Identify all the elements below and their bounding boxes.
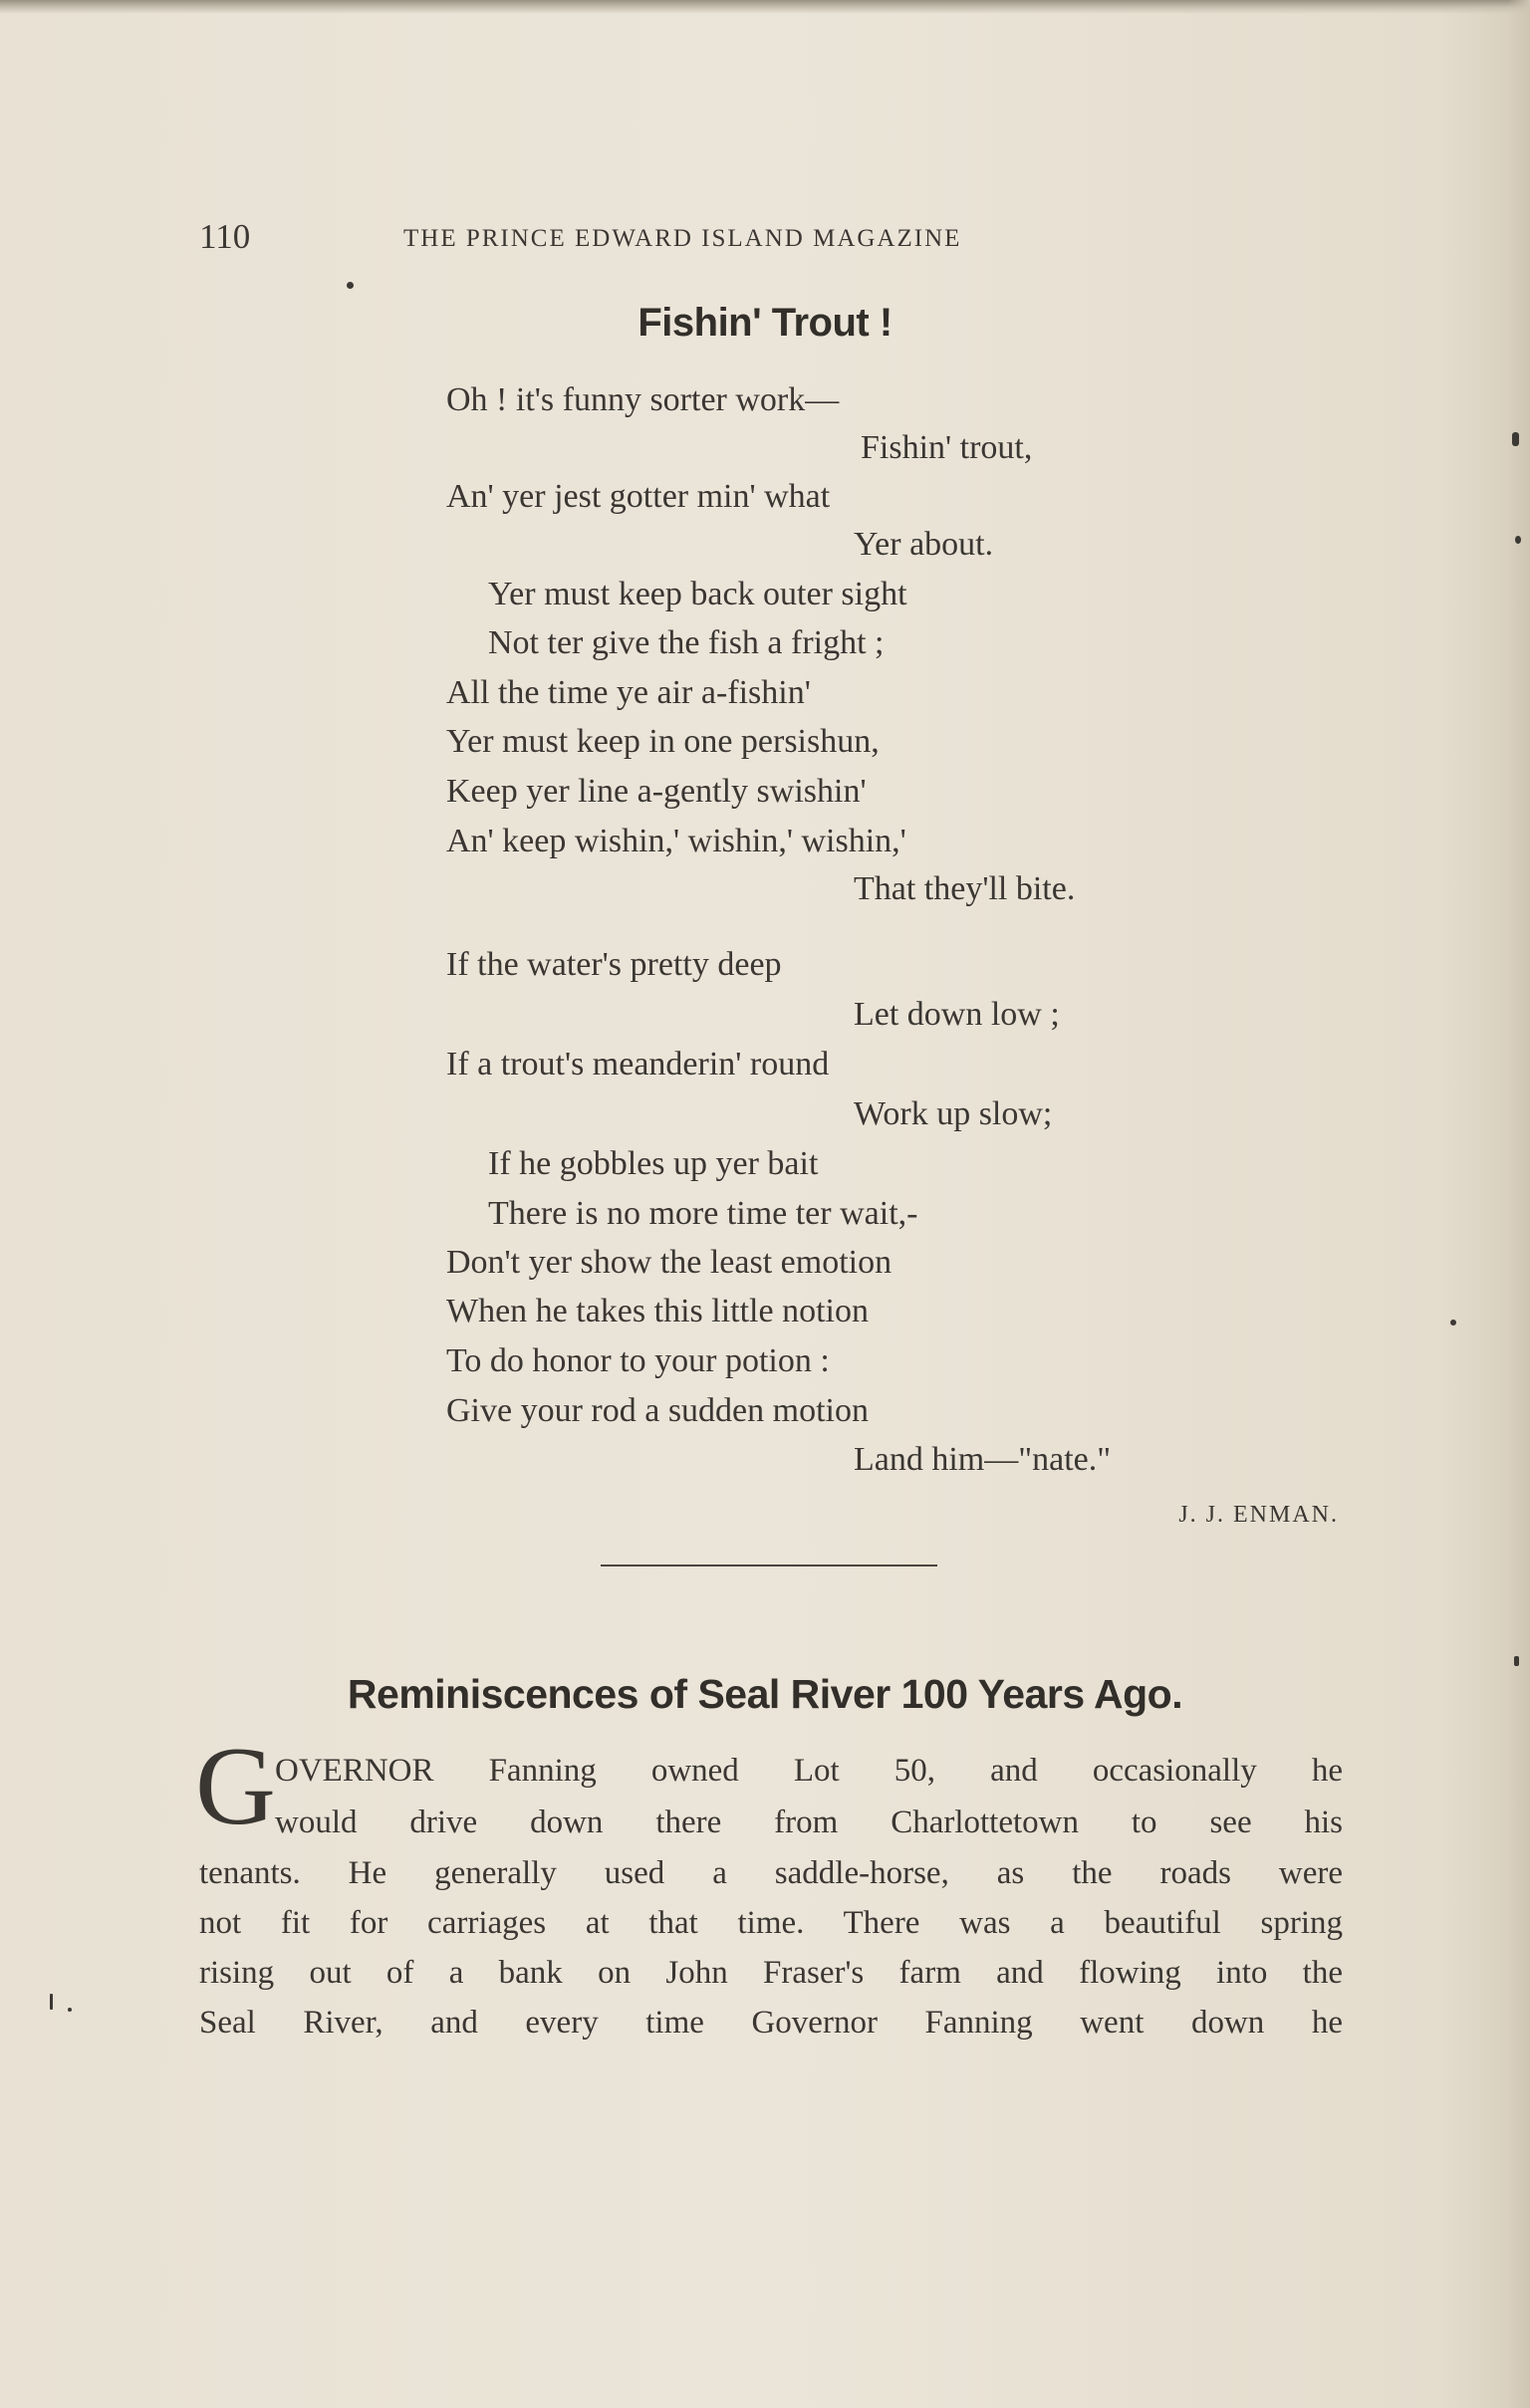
poem-line: To do honor to your potion : — [446, 1342, 830, 1379]
page-top-edge — [0, 0, 1530, 14]
poem-line: Yer must keep back outer sight — [488, 576, 907, 612]
poem-line: When he takes this little notion — [446, 1293, 869, 1329]
poem-line: All the time ye air a-fishin' — [446, 674, 811, 711]
poem-line: Fishin' trout, — [861, 429, 1033, 466]
poem-line: If a trout's meanderin' round — [446, 1046, 830, 1083]
article-line: Seal River, and every time Governor Fanning went down he — [199, 2005, 1343, 2041]
poem-line: Yer must keep in one persishun, — [446, 723, 880, 760]
ink-speck — [347, 282, 354, 289]
poem-line: Work up slow; — [854, 1095, 1053, 1132]
ink-speck — [1512, 432, 1519, 446]
poem-line: Yer about. — [854, 526, 994, 563]
drop-cap: G — [195, 1725, 276, 1848]
journal-title: THE PRINCE EDWARD ISLAND MAGAZINE — [403, 225, 962, 252]
article-line: tenants. He generally used a saddle-horse, as the roads were — [199, 1855, 1343, 1891]
poem-line: If the water's pretty deep — [446, 946, 782, 983]
ink-speck — [1514, 1656, 1519, 1666]
ink-speck — [68, 2008, 72, 2012]
ink-speck — [50, 1994, 53, 2010]
poem-author: J. J. ENMAN. — [1178, 1502, 1339, 1528]
article-line: not fit for carriages at that time. There was a beautiful spring — [199, 1905, 1343, 1941]
ink-speck — [1450, 1320, 1456, 1325]
article-title: Reminiscences of Seal River 100 Years Ago. — [347, 1671, 1183, 1717]
poem-line: If he gobbles up yer bait — [488, 1145, 819, 1182]
article-line: OVERNOR Fanning owned Lot 50, and occasionally he — [275, 1753, 1343, 1789]
article-line: rising out of a bank on John Fraser's farm and flowing into the — [199, 1955, 1343, 1991]
page-number: 110 — [199, 217, 251, 256]
poem-line: Oh ! it's funny sorter work— — [446, 381, 840, 418]
poem-line: Give your rod a sudden motion — [446, 1392, 869, 1429]
article-line: would drive down there from Charlottetown to see his — [275, 1805, 1343, 1840]
poem-line: An' yer jest gotter min' what — [446, 478, 831, 515]
running-head — [199, 217, 1175, 257]
page-gutter-shadow — [1508, 0, 1530, 2408]
poem-line: Keep yer line a-gently swishin' — [446, 773, 867, 810]
poem-line: Not ter give the fish a fright ; — [488, 624, 885, 661]
poem-title: Fishin' Trout ! — [638, 301, 892, 345]
ink-speck — [1515, 536, 1521, 544]
poem-line: Don't yer show the least emotion — [446, 1244, 892, 1281]
poem-line: There is no more time ter wait,- — [488, 1195, 918, 1232]
poem-line: That they'll bite. — [854, 870, 1076, 907]
poem-line: Land him—"nate." — [854, 1441, 1112, 1478]
section-divider — [601, 1565, 937, 1566]
poem-line: Let down low ; — [854, 996, 1060, 1033]
poem-line: An' keep wishin,' wishin,' wishin,' — [446, 823, 906, 859]
